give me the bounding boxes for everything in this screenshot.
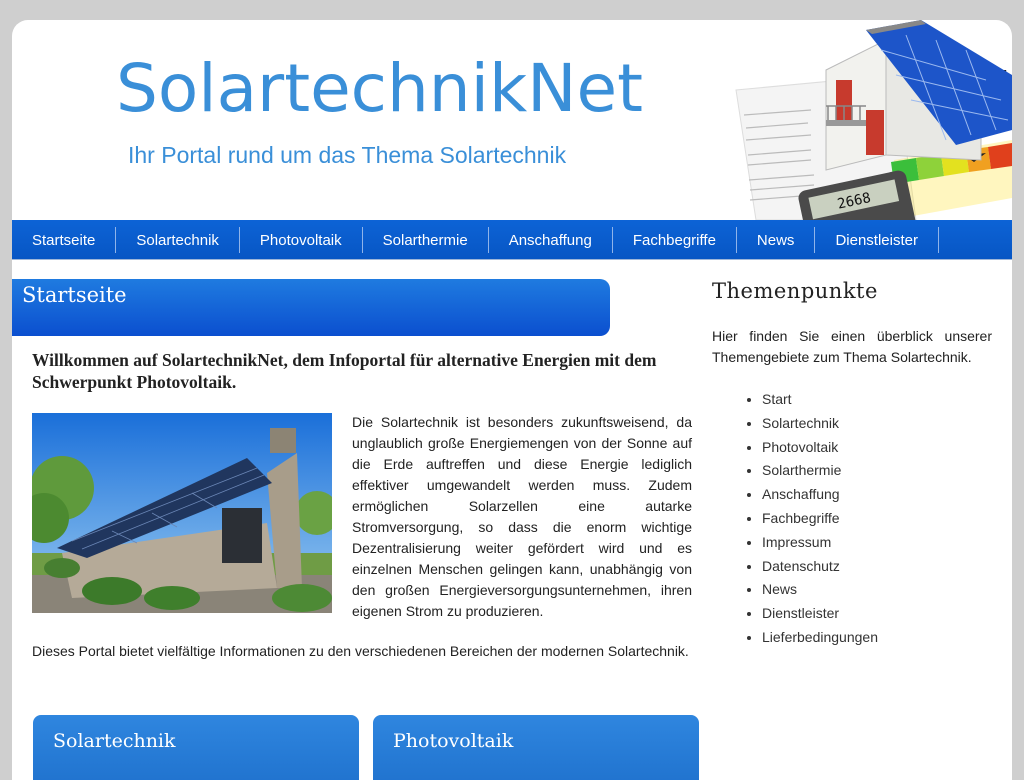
- nav-item-dienstleister[interactable]: Dienstleister: [815, 227, 939, 253]
- sidebar-item-photovoltaik[interactable]: • Photovoltaik: [762, 435, 1012, 459]
- sidebar-item-news[interactable]: • News: [762, 577, 1012, 601]
- nav-item-solarthermie[interactable]: Solarthermie: [363, 227, 489, 253]
- card-solartechnik[interactable]: [33, 715, 359, 780]
- sidebar-item-lieferbedingungen[interactable]: • Lieferbedingungen: [762, 625, 1012, 649]
- site-tagline: Ihr Portal rund um das Thema Solartechnik: [128, 142, 567, 168]
- nav-item-photovoltaik[interactable]: Photovoltaik: [240, 227, 363, 253]
- card-title: Solartechnik: [53, 730, 176, 752]
- card-photovoltaik[interactable]: [373, 715, 699, 780]
- site-header: [12, 20, 1012, 220]
- nav-item-news[interactable]: News: [737, 227, 816, 253]
- portal-description: Dieses Portal bietet vielfältige Informationen zu den verschiedenen Bereichen der modernen Solartechnik.: [32, 643, 689, 659]
- calculator-display: 2668: [836, 189, 873, 213]
- sidebar-item-start[interactable]: • Start: [762, 387, 1012, 411]
- nav-item-startseite[interactable]: Startseite: [12, 227, 116, 253]
- sidebar-title: Themenpunkte: [712, 279, 878, 303]
- intro-paragraph: Die Solartechnik ist besonders zukunftsweisend, da unglaublich große Energiemengen von der Sonne auf die Erde auftreffen und diese Energie lediglich effektiver umgewandelt werden muss. Zudem ermöglichen Solarzellen eine autarke Stromversorgung, so dass die enorm wichtige Dezentralisierung weiter gefördert wird und es einzelnen Menschen gelingen kann, unabhängig von den großen Energieversorgungsunternehmen, ihren eigenen Strom zu produzieren.: [352, 414, 692, 619]
- sidebar-item-fachbegriffe[interactable]: • Fachbegriffe: [762, 506, 1012, 530]
- main-navigation: [12, 220, 1012, 260]
- sidebar-description: Hier finden Sie einen überblick unserer Themengebiete zum Thema Solartechnik.: [712, 328, 992, 365]
- sidebar-item-impressum[interactable]: • Impressum: [762, 530, 1012, 554]
- welcome-heading: Willkommen auf SolartechnikNet, dem Infoportal für alternative Energien mit dem Schwerpunkt Photovoltaik.: [32, 350, 657, 392]
- nav-item-solartechnik[interactable]: Solartechnik: [116, 227, 240, 253]
- nav-item-anschaffung[interactable]: Anschaffung: [489, 227, 613, 253]
- page: [12, 20, 1012, 780]
- section-title: Startseite: [22, 283, 127, 307]
- sidebar-item-anschaffung[interactable]: • Anschaffung: [762, 482, 1012, 506]
- card-title: Photovoltaik: [393, 730, 514, 752]
- nav-item-fachbegriffe[interactable]: Fachbegriffe: [613, 227, 737, 253]
- header-solar-house-image: [716, 20, 1012, 220]
- sidebar-item-solarthermie[interactable]: • Solarthermie: [762, 458, 1012, 482]
- sidebar-topic-list: [712, 387, 1012, 649]
- sidebar-item-datenschutz[interactable]: • Datenschutz: [762, 554, 1012, 578]
- sidebar-item-solartechnik[interactable]: • Solartechnik: [762, 411, 1012, 435]
- section-title-bar: [12, 279, 610, 336]
- site-title[interactable]: SolartechnikNet: [116, 50, 644, 127]
- solar-house-photo: [32, 413, 332, 613]
- sidebar-item-dienstleister[interactable]: • Dienstleister: [762, 601, 1012, 625]
